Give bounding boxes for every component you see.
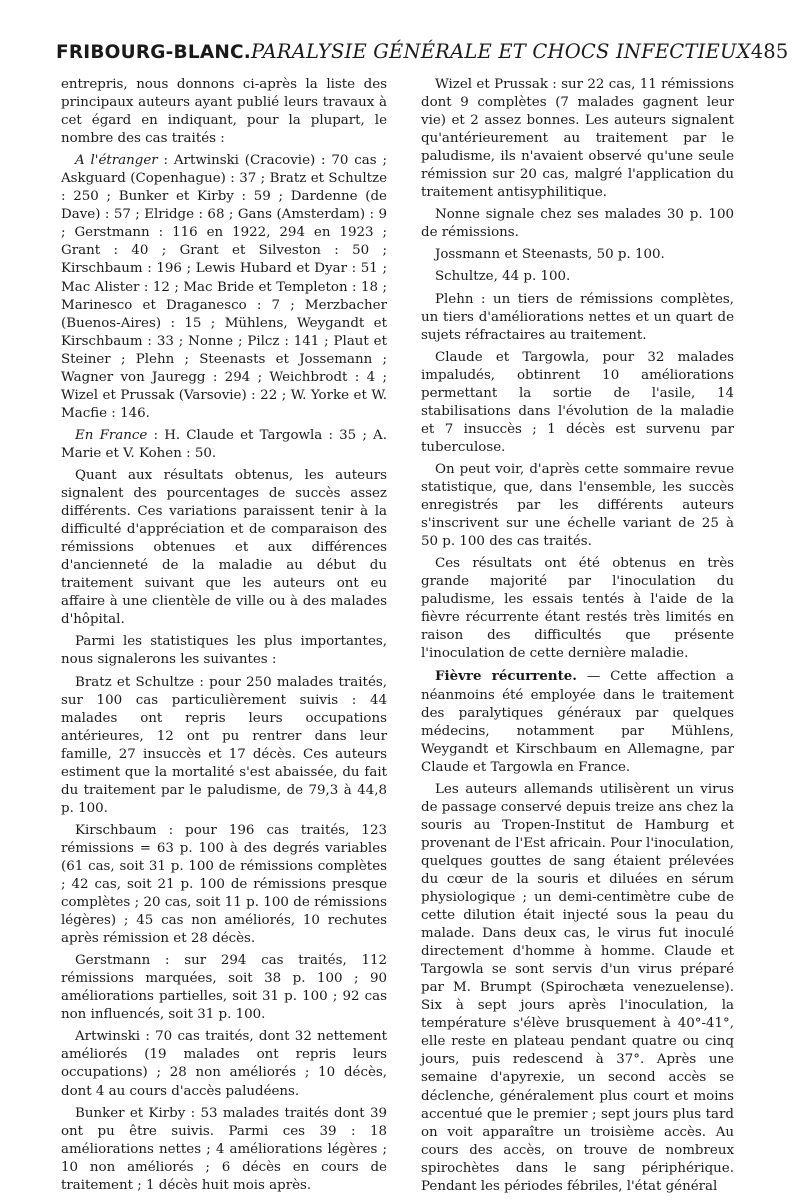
paragraph: Jossmann et Steenasts, 50 p. 100. xyxy=(435,247,665,263)
paragraph: Ces résultats ont été obtenus en très grande majorité par l'inoculation du paludisme, les essais tentés à l'aide de la fièvre récurrente étant restés très limités en raison des difficultés que présente l'inoculation de cette dernière maladie. xyxy=(421,556,734,662)
right-column xyxy=(421,76,734,1200)
paragraph: Artwinski : 70 cas traités, dont 32 nettement améliorés (19 malades ont repris leurs occupations) ; 28 non améliorés ; 10 décès, dont 4 au cours d'accès paludéens. xyxy=(61,1029,387,1099)
paragraph: Claude et Targowla, pour 32 malades impaludés, obtinrent 10 améliorations permettant la sortie de l'asile, 14 stabilisations dans l'évolution de la maladie et 7 insuccès ; 1 décès est survenu par tuberculose. xyxy=(421,349,734,455)
paragraph: Kirschbaum : pour 196 cas traités, 123 rémissions = 63 p. 100 à des degrés variables (61 cas, soit 31 p. 100 de rémissions complètes ; 42 cas, soit 21 p. 100 de rémissions presque complètes ; 20 cas, soit 11 p. 100 de rémissions légères) ; 45 cas non améliorés, 10 rechutes après rémission et 28 décès. xyxy=(61,822,387,947)
paragraph: On peut voir, d'après cette sommaire revue statistique, que, dans l'ensemble, les succès enregistrés par les différents auteurs s'inscrivent sur une échelle variant de 25 à 50 p. 100 des cas traités. xyxy=(421,461,734,550)
paragraph: Wizel et Prussak : sur 22 cas, 11 rémissions dont 9 complètes (7 malades gagnent leur vie) et 2 assez bonnes. Les auteurs signalent qu'antérieurement au traitement par le paludisme, ils n'avaient observé qu'une seule rémission sur 20 cas, malgré l'application du traitement antisyphilitique. xyxy=(421,77,734,201)
paragraph: Quant aux résultats obtenus, les auteurs signalent des pourcentages de succès assez différents. Ces variations paraissent tenir à la difficulté d'appréciation et de comparaison des rémissions obtenues et aux différences d'ancienneté de la maladie au début du traitement suivant que les auteurs ont eu affaire à une clientèle de ville ou à des malades d'hôpital. xyxy=(61,467,387,628)
section-heading-paragraph: Fièvre récurrente. — Cette affection a néanmoins été employée dans le traitement des paralytiques généraux par quelques médecins, notamment par Mühlens, Weygandt et Kirschbaum en Allemagne, par Claude et Targowla en France. xyxy=(421,668,735,775)
paragraph: Bunker et Kirby : 53 malades traités dont 39 ont pu être suivis. Parmi ces 39 : 18 améliorations nettes ; 4 améliorations légères ; 10 non améliorés ; 6 décès en cours de traitement ; 1 décès huit mois après. xyxy=(61,1105,387,1193)
paragraph: Schultze, 44 p. 100. xyxy=(435,269,571,285)
section-heading: Fièvre récurrente. xyxy=(435,668,577,685)
paragraph: Nonne signale chez ses malades 30 p. 100 de rémissions. xyxy=(421,207,734,241)
header-title: PARALYSIE GÉNÉRALE ET CHOCS INFECTIEUX xyxy=(251,40,751,63)
paragraph: En France : H. Claude et Targowla : 35 ; A. Marie et V. Kohen : 50. xyxy=(61,427,387,461)
paragraph: Les auteurs allemands utilisèrent un virus de passage conservé depuis treize ans chez la souris au Tropen-Institut de Hamburg et provenant de l'Est africain. Pour l'inoculation, quelques gouttes de sang étaient prélevées du cœur de la souris et diluées en sérum physiologique ; un demi-centimètre cube de cette dilution était injecté sous la peau du malade. Dans deux cas, le virus fut inoculé directement d'homme à homme. Claude et Targowla se sont servis d'un virus préparé par M. Brumpt (Spirochæta venezuelense). Six à sept jours après l'inoculation, la température s'élève brusquement à 40°-41°, elle reste en plateau pendant quatre ou cinq jours, puis redescend à 37°. Après une semaine d'apyrexie, un second accès se déclenche, généralement plus court et moins accentué que le premier ; sept jours plus tard on voit apparaître un troisième accès. Au cours des accès, on trouve de nombreux spirochètes dans le sang périphérique. Pendant les périodes fébriles, l'état général xyxy=(421,781,734,1194)
paragraph: Plehn : un tiers de rémissions complètes, un tiers d'améliorations nettes et un quart de sujets réfractaires au traitement. xyxy=(421,291,734,343)
paragraph: entrepris, nous donnons ci-après la liste des principaux auteurs ayant publié leurs travaux à cet égard en indiquant, pour la plupart, le nombre des cas traités : xyxy=(61,77,387,147)
page-number: 485 xyxy=(750,40,789,63)
paragraph: Parmi les statistiques les plus importantes, nous signalerons les suivantes : xyxy=(61,634,387,668)
header-author: FRIBOURG-BLANC. xyxy=(56,42,252,63)
paragraph: A l'étranger : Artwinski (Cracovie) : 70 cas ; Askguard (Copenhague) : 37 ; Bratz et Schultze : 250 ; Bunker et Kirby : 59 ; Dardenne (de Dave) : 57 ; Elridge : 68 ; Gans (Amsterdam) : 9 ; Gerstmann : 116 en 1922, 294 en 1923 ; Grant : 40 ; Grant et Silveston : 50 ; Kirschbaum : 196 ; Lewis Hubard et Dyar : 51 ; Mac Alister : 12 ; Mac Bride et Templeton : 18 ; Marinesco et Draganesco : 7 ; Merzbacher (Buenos-Aires) : 15 ; Mühlens, Weygandt et Kirschbaum : 33 ; Nonne ; Pilcz : 141 ; Plaut et Steiner ; Plehn ; Steenasts et Jossemann ; Wagner von Jauregg : 294 ; Weichbrodt : 4 ; Wizel et Prussak (Varsovie) : 22 ; W. Yorke et W. Macfie : 146. xyxy=(61,153,387,421)
paragraph: Bratz et Schultze : pour 250 malades traités, sur 100 cas particulièrement suivis : 44 malades ont repris leurs occupations antérieures, 12 ont pu rentrer dans leur famille, 27 insuccès et 17 décès. Ces auteurs estiment que la mortalité s'est abaissée, du fait du traitement par le paludisme, de 79,3 à 44,8 p. 100. xyxy=(61,674,387,816)
left-column xyxy=(61,76,387,1199)
running-header xyxy=(56,40,789,70)
paragraph: Gerstmann : sur 294 cas traités, 112 rémissions marquées, soit 38 p. 100 ; 90 améliorations partielles, soit 31 p. 100 ; 92 cas non influencés, soit 31 p. 100. xyxy=(61,953,387,1023)
